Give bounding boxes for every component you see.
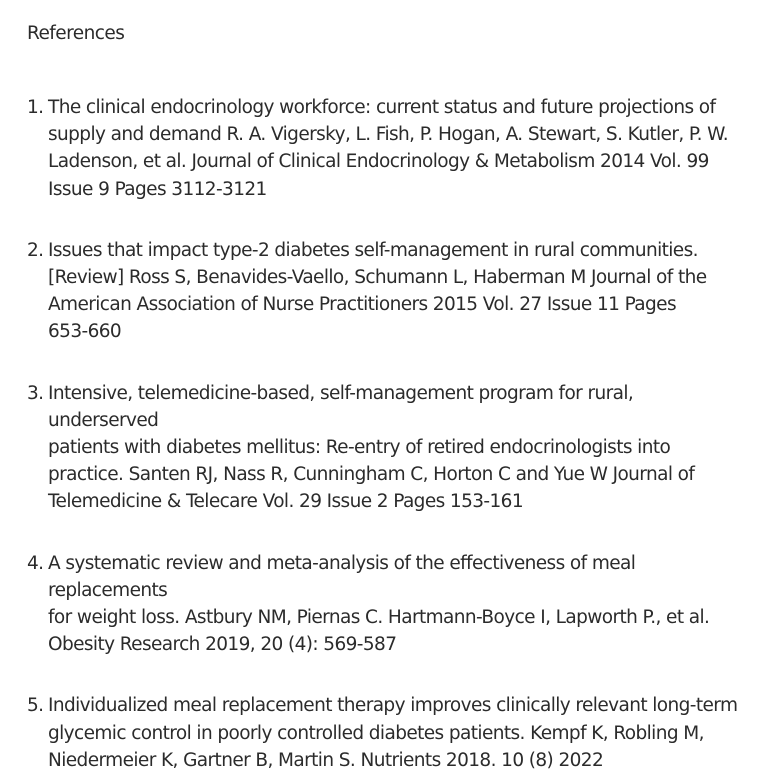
- reference-text: Issues that impact type-2 diabetes self-management in rural communities. [Review] Ross S, Benavides-Vaello, Schumann L, Haberman M Journal of the American Association of Nurse Practitioners 2015 Vol. 27 Issue 11 Pages 653-660: [48, 239, 707, 343]
- reference-item-3: [27, 380, 748, 516]
- reference-item-5: [27, 692, 748, 774]
- reference-item-1: [27, 94, 748, 203]
- reference-text: A systematic review and meta-analysis of the effectiveness of meal replacements for weight loss. Astbury NM, Piernas C. Hartmann-Boyce I, Lapworth P., et al. Obesity Research 2019, 20 (4): 569-587: [48, 552, 710, 656]
- reference-item-4: [27, 550, 748, 659]
- reference-text: Intensive, telemedicine-based, self-management program for rural, underserved patients with diabetes mellitus: Re-entry of retired endocrinologists into practice. Santen RJ, Nass R, Cunningham C, Horton C and Yue W Journal of Telemedicine & Telecare Vol. 29 Issue 2 Pages 153-161: [48, 382, 695, 513]
- reference-list: [27, 94, 748, 774]
- references-heading: References: [27, 23, 125, 44]
- reference-number: 4.: [27, 552, 44, 574]
- reference-text: The clinical endocrinology workforce: current status and future projections of supply and demand R. A. Vigersky, L. Fish, P. Hogan, A. Stewart, S. Kutler, P. W. Ladenson, et al. Journal of Clinical Endocrinology & Metabolism 2014 Vol. 99 Issue 9 Pages 3112-3121: [48, 97, 728, 200]
- reference-number: 1.: [27, 97, 44, 118]
- reference-item-2: [27, 237, 748, 346]
- reference-number: 5.: [27, 695, 44, 717]
- reference-number: 3.: [27, 382, 44, 404]
- reference-number: 2.: [27, 239, 44, 261]
- reference-text: Individualized meal replacement therapy improves clinically relevant long-term glycemic control in poorly controlled diabetes patients. Kempf K, Robling M, Niedermeier K, Gartner B, Martin S. Nutrients 2018. 10 (8) 2022: [48, 695, 738, 771]
